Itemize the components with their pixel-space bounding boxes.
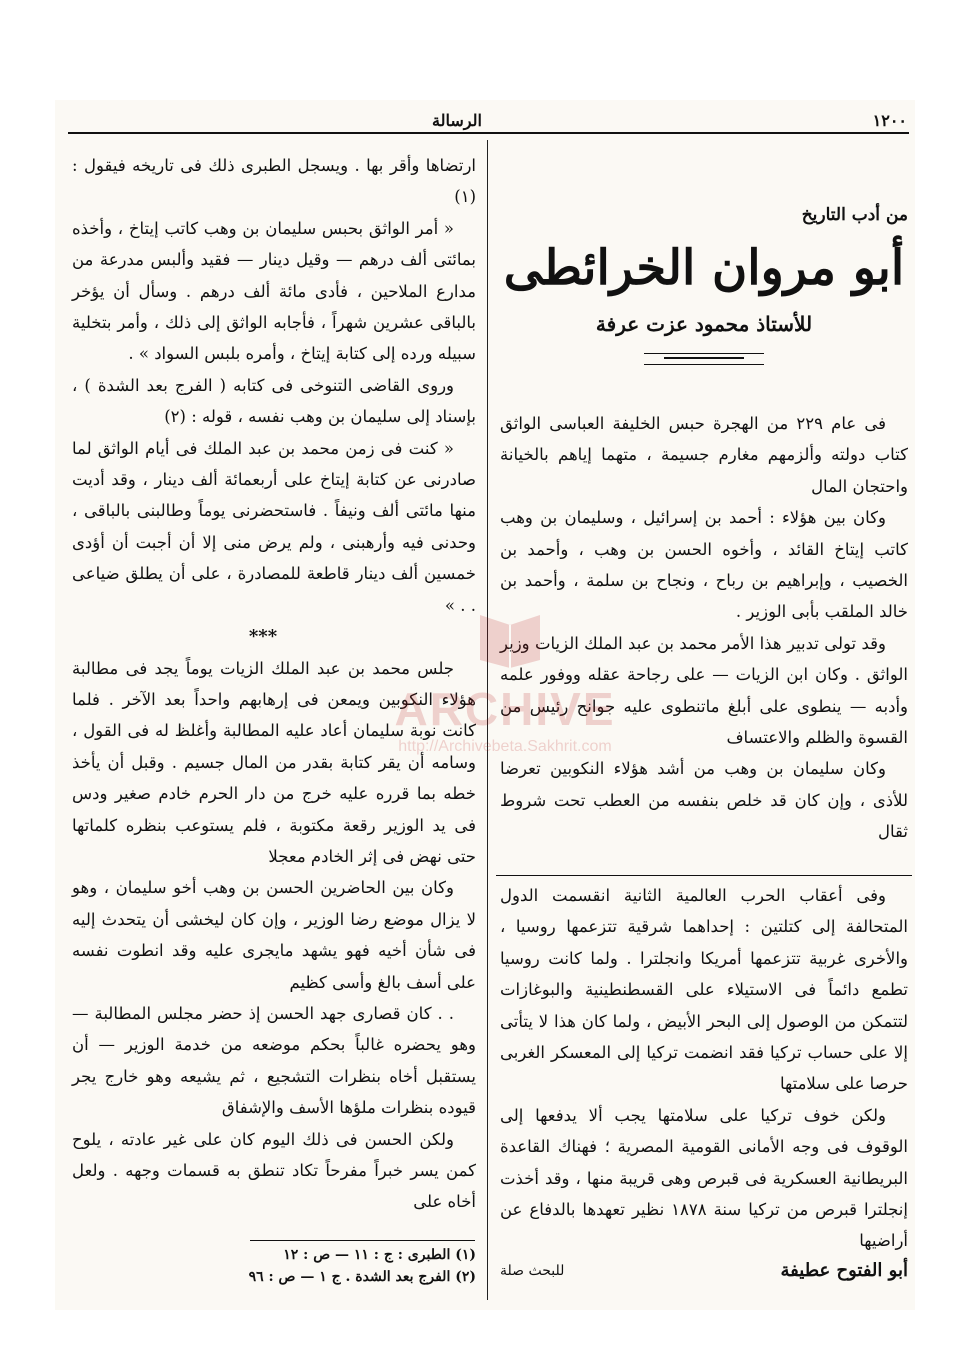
paragraph: ارتضاها وأقر بها . ويسجل الطبرى ذلك فى تاريخه فيقول : (١) xyxy=(72,156,476,207)
article-title: أبو مروان الخرائطى xyxy=(503,240,905,297)
header-rule xyxy=(68,132,909,134)
author-signature: أبو الفتوح عطيفة xyxy=(780,1260,908,1281)
section-stars: *** xyxy=(248,626,278,648)
right-column-second-article xyxy=(500,880,908,1257)
footnotes xyxy=(72,1244,476,1288)
paragraph: ولكن خوف تركيا على سلامتها يجب ألا يدفعها إلى الوقوف فى وجه الأمانى القومية المصرية ؛ فهناك القاعدة البريطانية العسكرية فى قبرص وهى قريبة منها ، وقد أخذت إنجلترا قبرص من تركيا سنة ١٨٧٨ نظير تعهدها بالدفاع عن أراضيها xyxy=(500,1105,908,1251)
title-ornament xyxy=(644,353,764,365)
footnote: (٢) الفرج بعد الشدة . ج ١ — ص : ٩٦ xyxy=(248,1269,476,1285)
page-header xyxy=(72,108,907,130)
section-break-rule xyxy=(496,875,912,876)
paragraph: وكان بين هؤلاء : أحمد بن إسرائيل ، وسليمان بن وهب كاتب إيتاخ القائد ، وأخوه الحسن بن وهب ، وأحمد بن الخصيب ، وإبراهيم بن رباح ، ونجاح بن سلمة ، وأحمد بن خالد الملقب بأبى الوزير . xyxy=(500,508,908,622)
footnote: (١) الطبرى : ج : ١١ — ص : ١٢ xyxy=(283,1247,476,1263)
paragraph: . . كان قصارى جهد الحسن إذ حضر مجلس المطالبة — وهو يحضره غالباً بحكم موضعه من خدمة الوزير — أن يستقبل أخاه بنظرات التشجيع ، ثم يشيعه وهو خارج يجر قيوده بنظرات ملؤها الأسف والإشفاق xyxy=(72,1003,476,1118)
paragraph: جلس محمد بن عبد الملك الزيات يوماً يجد فى مطالبة هؤلاء النكوبين ويمعن فى إرهابهم واحداً بعد الآخر . فلما كانت نوبة سليمان أعاد عليه المطالبة وأغلظ له فى القول ، وسامه أن يقر كتابة بقدر من المال جسيم . وقبل أن يأخذ خطه بما قرره عليه خرج من دار الحرم خادم صغير ودس فى يد الوزير رقعة مكتوبة ، فلم يستوعب بنظره كلماتها حتى نهض فى إثر الخادم معجلا xyxy=(72,658,476,866)
article-kicker: من أدب التاريخ xyxy=(801,205,908,225)
page-number: ١٢٠٠ xyxy=(872,111,907,130)
signature-row xyxy=(500,1260,908,1281)
footnote-rule xyxy=(250,1240,475,1241)
right-column-title-block xyxy=(500,200,908,379)
paragraph: ولكن الحسن فى ذلك اليوم كان على غير عادته ، يلوح كمن يسر خبراً مفرحاً تكاد تنطق به قسمات وجهه . ولعل أخاه على xyxy=(72,1129,476,1212)
paragraph: وروى القاضى التنوخى فى كتابه ( الفرج بعد الشدة ) ، بإسناد إلى سليمان بن وهب نفسه ، قوله : (٢) xyxy=(72,375,476,427)
paragraph: وكان بين الحاضرين الحسن بن وهب أخو سليمان ، وهو لا يزال موضع رضا الوزير ، وإن كان ليخشى أن يتحدث إليه فى شأن أخيه فهو يشهد مايجرى عليه وقد انطوت نفسه على أسف بالغ وأسى كظيم xyxy=(72,878,476,992)
quote-paragraph: « كنت فى زمن محمد بن عبد الملك فى أيام الواثق لما صادرنى عن كتابة إيتاخ على أربعمائة ألف دينار ، وقد أديت منها مائتى ألف ونيفاً . فاستحضرنى يوماً وطالبنى بالباقى ، وحدنى فيه وأرهبنى ، ولم يرض منى إلا أن أجبت أن أؤدى خمسين ألف دينار قاطعة للمصادرة ، على أن يطلق ضياعى . . » xyxy=(72,438,476,615)
right-column-article xyxy=(500,408,908,848)
column-divider xyxy=(487,140,488,1300)
paragraph: وفى أعقاب الحرب العالمية الثانية انقسمت الدول المتحالفة إلى كتلتين : إحداهما شرقية تتزعمها روسيا ، والأخرى غربية تتزعمها أمريكا وانجلترا . ولما كانت روسيا تطمع دائماً فى الاستيلاء على القسطنطينية والبوغازات لتتمكن من الوصول إلى البحر الأبيض ، ولما كان هذا لا يتأتى إلا على حساب تركيا فقد انضمت تركيا إلى المعسكر الغربى حرصا على سلامتها xyxy=(500,886,908,1094)
paragraph: فى عام ٢٢٩ من الهجرة حبس الخليفة العباسى الواثق كتاب دولته وألزمهم مغارم جسيمة ، متهما إياهم بالخيانة واحتجان المال xyxy=(500,414,908,496)
running-title: الرسالة xyxy=(432,111,482,130)
paragraph: وقد تولى تدبير هذا الأمر محمد بن عبد الملك الزيات وزير الواثق . وكان ابن الزيات — على رجاحة عقله ووفور علمه وأدبه — ينطوى على أبلغ ماتنطوى عليه جوانح رئيس من القسوة والظلم والاعتساف xyxy=(500,633,908,748)
article-byline: للأستاذ محمود عزت عرفة xyxy=(595,312,813,337)
paragraph: وكان سليمان بن وهب من أشد هؤلاء النكوبين تعرضا للأذى ، وإن كان قد خلص بنفسه من العطب تحت شروط ثقال xyxy=(500,759,908,842)
quote-paragraph: « أمر الواثق بحبس سليمان بن وهب كاتب إيتاخ ، وأخذه بمائتى ألف درهم — وقيل دينار — فقيد وألبس مدرعة من مدارع الملاحين ، فأدى مائة ألف درهم . وسأل أن يؤخر بالباقى عشرين شهراً ، فأجابه الواثق إلى ذلك ، وأمر بتخلية سبيله ورده إلى كتابة إيتاخ ، وأمره بلبس السواد » . xyxy=(72,218,476,364)
continued-note: للبحث صلة xyxy=(500,1262,565,1279)
left-column xyxy=(72,150,476,1218)
